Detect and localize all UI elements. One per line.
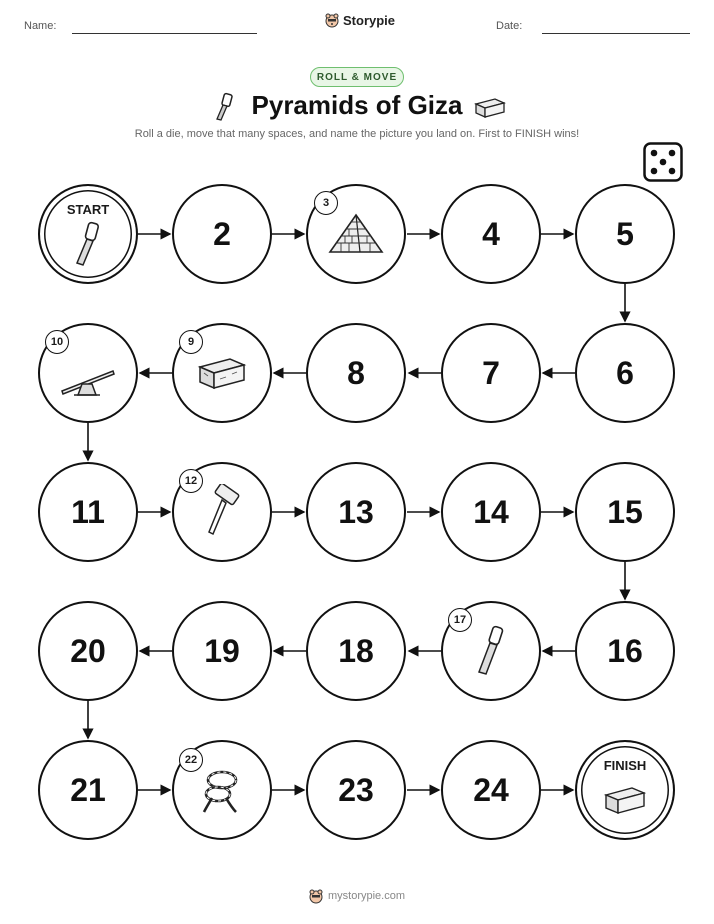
name-label: Name: — [24, 20, 57, 32]
chisel-icon — [471, 624, 511, 678]
instructions: Roll a die, move that many spaces, and name the picture you land on. First to FINISH wins! — [134, 128, 580, 140]
rope-icon — [198, 764, 246, 816]
chisel-icon — [68, 219, 108, 269]
space-number-tag: 10 — [45, 330, 69, 354]
space-number: 6 — [616, 354, 634, 391]
board-space — [38, 740, 138, 840]
board-space — [441, 740, 541, 840]
storypie-mascot-icon — [308, 888, 324, 904]
brand-name: Storypie — [343, 12, 396, 28]
board-space — [306, 601, 406, 701]
board-space — [575, 462, 675, 562]
space-number: 7 — [482, 354, 500, 391]
pyramid-icon — [327, 212, 385, 256]
board-space — [575, 184, 675, 284]
space-number-tag: 22 — [179, 748, 203, 772]
space-number-tag: 9 — [179, 330, 203, 354]
board-space — [441, 184, 541, 284]
board-space — [575, 601, 675, 701]
board-space — [441, 323, 541, 423]
page-title: Pyramids of Giza — [251, 90, 463, 120]
space-number: 16 — [607, 632, 643, 669]
finish-label: FINISH — [603, 758, 647, 773]
board-space — [306, 740, 406, 840]
stone-block-icon — [196, 353, 248, 393]
space-number-tag: 3 — [314, 191, 338, 215]
space-number: 5 — [616, 215, 634, 252]
board-space — [38, 462, 138, 562]
space-number-tag: 12 — [179, 469, 203, 493]
space-number: 18 — [338, 632, 374, 669]
start-label: START — [66, 202, 110, 217]
space-number: 13 — [338, 493, 374, 530]
footer — [308, 888, 405, 904]
board-space — [306, 323, 406, 423]
board-space — [441, 462, 541, 562]
lever-icon — [58, 365, 118, 401]
space-number: 21 — [70, 771, 106, 808]
space-number: 15 — [607, 493, 643, 530]
board-space — [38, 601, 138, 701]
space-number: 14 — [473, 493, 509, 530]
board-space — [306, 462, 406, 562]
footer-url[interactable]: mystorypie.com — [328, 890, 406, 902]
game-type-badge: ROLL & MOVE — [310, 67, 404, 87]
space-number: 2 — [213, 215, 231, 252]
space-number: 11 — [71, 493, 105, 530]
space-number: 8 — [347, 354, 365, 391]
space-number: 20 — [70, 632, 106, 669]
space-number: 23 — [338, 771, 374, 808]
space-number: 4 — [482, 215, 500, 252]
finish-space — [575, 740, 675, 840]
space-number: 19 — [204, 632, 240, 669]
mallet-icon — [202, 484, 242, 540]
board-space — [172, 184, 272, 284]
board-space — [575, 323, 675, 423]
stone-block-icon — [603, 783, 647, 817]
start-space — [38, 184, 138, 284]
space-number: 24 — [473, 771, 509, 808]
board-space — [172, 601, 272, 701]
date-label: Date: — [496, 20, 523, 32]
space-number-tag: 17 — [448, 608, 472, 632]
